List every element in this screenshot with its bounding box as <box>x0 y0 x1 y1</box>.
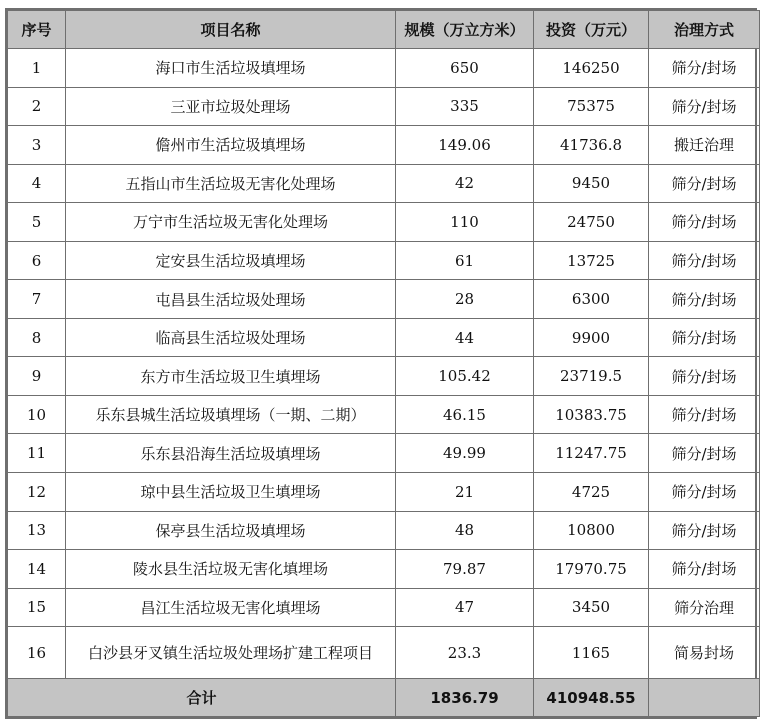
cell-project-name: 定安县生活垃圾填埋场 <box>66 241 396 280</box>
cell-scale: 47 <box>396 588 534 627</box>
cell-no: 1 <box>8 49 66 88</box>
cell-scale: 105.42 <box>396 357 534 396</box>
total-label: 合计 <box>8 679 396 717</box>
cell-investment: 9450 <box>534 164 649 203</box>
cell-project-name: 临高县生活垃圾处理场 <box>66 318 396 357</box>
cell-method: 筛分/封场 <box>649 357 760 396</box>
cell-method: 筛分/封场 <box>649 511 760 550</box>
cell-no: 12 <box>8 473 66 512</box>
table-row <box>8 473 760 512</box>
cell-investment: 11247.75 <box>534 434 649 473</box>
cell-project-name: 乐东县沿海生活垃圾填埋场 <box>66 434 396 473</box>
cell-investment: 1165 <box>534 627 649 679</box>
cell-scale: 61 <box>396 241 534 280</box>
cell-method: 筛分/封场 <box>649 280 760 319</box>
cell-no: 8 <box>8 318 66 357</box>
cell-scale: 49.99 <box>396 434 534 473</box>
cell-no: 5 <box>8 203 66 242</box>
cell-no: 13 <box>8 511 66 550</box>
cell-no: 10 <box>8 395 66 434</box>
cell-method: 筛分/封场 <box>649 241 760 280</box>
cell-scale: 23.3 <box>396 627 534 679</box>
table-row <box>8 550 760 589</box>
cell-investment: 41736.8 <box>534 126 649 165</box>
cell-no: 11 <box>8 434 66 473</box>
cell-scale: 110 <box>396 203 534 242</box>
table-row <box>8 357 760 396</box>
table-row <box>8 318 760 357</box>
cell-project-name: 三亚市垃圾处理场 <box>66 87 396 126</box>
cell-project-name: 海口市生活垃圾填埋场 <box>66 49 396 88</box>
total-row <box>8 679 760 717</box>
cell-project-name: 屯昌县生活垃圾处理场 <box>66 280 396 319</box>
table-row <box>8 434 760 473</box>
total-scale: 1836.79 <box>396 679 534 717</box>
table-row <box>8 203 760 242</box>
header-investment: 投资（万元） <box>534 11 649 49</box>
cell-method: 筛分/封场 <box>649 395 760 434</box>
header-method: 治理方式 <box>649 11 760 49</box>
cell-project-name: 保亭县生活垃圾填埋场 <box>66 511 396 550</box>
cell-method: 筛分/封场 <box>649 203 760 242</box>
cell-method: 筛分/封场 <box>649 87 760 126</box>
cell-investment: 24750 <box>534 203 649 242</box>
cell-scale: 46.15 <box>396 395 534 434</box>
cell-method: 筛分/封场 <box>649 318 760 357</box>
cell-method: 搬迁治理 <box>649 126 760 165</box>
table-row <box>8 627 760 679</box>
cell-method: 简易封场 <box>649 627 760 679</box>
cell-no: 16 <box>8 627 66 679</box>
cell-investment: 13725 <box>534 241 649 280</box>
cell-no: 14 <box>8 550 66 589</box>
cell-investment: 23719.5 <box>534 357 649 396</box>
table-body <box>8 49 760 679</box>
cell-scale: 21 <box>396 473 534 512</box>
cell-method: 筛分/封场 <box>649 49 760 88</box>
cell-method: 筛分治理 <box>649 588 760 627</box>
table-row <box>8 280 760 319</box>
cell-investment: 17970.75 <box>534 550 649 589</box>
table-row <box>8 87 760 126</box>
cell-investment: 6300 <box>534 280 649 319</box>
cell-investment: 9900 <box>534 318 649 357</box>
cell-project-name: 东方市生活垃圾卫生填埋场 <box>66 357 396 396</box>
table-row <box>8 241 760 280</box>
cell-no: 4 <box>8 164 66 203</box>
cell-no: 2 <box>8 87 66 126</box>
cell-project-name: 万宁市生活垃圾无害化处理场 <box>66 203 396 242</box>
cell-scale: 28 <box>396 280 534 319</box>
header-name: 项目名称 <box>66 11 396 49</box>
cell-investment: 75375 <box>534 87 649 126</box>
landfill-projects-table-frame <box>5 8 757 719</box>
header-row <box>8 11 760 49</box>
cell-no: 6 <box>8 241 66 280</box>
header-scale: 规模（万立方米） <box>396 11 534 49</box>
cell-investment: 10383.75 <box>534 395 649 434</box>
table-header <box>8 11 760 49</box>
cell-project-name: 白沙县牙叉镇生活垃圾处理场扩建工程项目 <box>66 627 396 679</box>
table-row <box>8 511 760 550</box>
cell-investment: 3450 <box>534 588 649 627</box>
header-no: 序号 <box>8 11 66 49</box>
table-row <box>8 126 760 165</box>
cell-project-name: 陵水县生活垃圾无害化填埋场 <box>66 550 396 589</box>
table-row <box>8 588 760 627</box>
cell-investment: 4725 <box>534 473 649 512</box>
cell-project-name: 琼中县生活垃圾卫生填埋场 <box>66 473 396 512</box>
cell-scale: 44 <box>396 318 534 357</box>
cell-investment: 146250 <box>534 49 649 88</box>
cell-no: 9 <box>8 357 66 396</box>
total-investment: 410948.55 <box>534 679 649 717</box>
cell-project-name: 五指山市生活垃圾无害化处理场 <box>66 164 396 203</box>
cell-scale: 42 <box>396 164 534 203</box>
cell-investment: 10800 <box>534 511 649 550</box>
cell-project-name: 儋州市生活垃圾填埋场 <box>66 126 396 165</box>
cell-scale: 149.06 <box>396 126 534 165</box>
cell-scale: 335 <box>396 87 534 126</box>
table-row <box>8 49 760 88</box>
cell-scale: 650 <box>396 49 534 88</box>
cell-scale: 48 <box>396 511 534 550</box>
cell-no: 7 <box>8 280 66 319</box>
table-row <box>8 395 760 434</box>
cell-project-name: 昌江生活垃圾无害化填埋场 <box>66 588 396 627</box>
cell-method: 筛分/封场 <box>649 550 760 589</box>
cell-no: 15 <box>8 588 66 627</box>
landfill-projects-table <box>7 10 760 717</box>
table-footer <box>8 679 760 717</box>
cell-method: 筛分/封场 <box>649 164 760 203</box>
cell-method: 筛分/封场 <box>649 473 760 512</box>
cell-no: 3 <box>8 126 66 165</box>
cell-method: 筛分/封场 <box>649 434 760 473</box>
cell-scale: 79.87 <box>396 550 534 589</box>
total-method <box>649 679 760 717</box>
table-row <box>8 164 760 203</box>
cell-project-name: 乐东县城生活垃圾填埋场（一期、二期） <box>66 395 396 434</box>
